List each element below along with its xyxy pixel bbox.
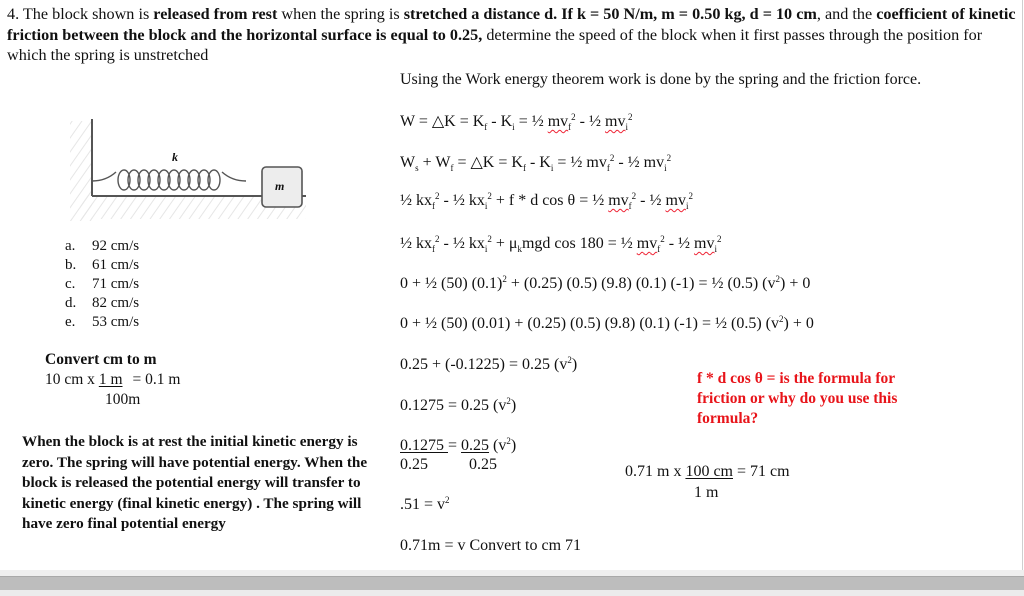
equation-7: 0.25 + (-0.1225) = 0.25 $(v^2)$	[400, 355, 578, 373]
spring-diagram-icon	[66, 115, 306, 225]
equation-11: 0.71m = v Convert to cm 71	[400, 537, 582, 554]
spring-block-figure	[66, 115, 306, 225]
conversion-denominator: 100m	[105, 391, 141, 408]
equation-3: ½ $kx_f^2$ - ½ $kx_i^2 + f * d$ cos θ = ½ $mv_f^2$ - ½ $mv_i^2$	[400, 191, 693, 211]
equation-2: $W_s + W_f$ = △K = $K_f - K_i$ = ½ $mv_f^2$ - ½ $mv_i^2$	[400, 153, 672, 173]
block-mass-label: m	[275, 179, 285, 193]
solution-intro: Using the Work energy theorem work is done by the spring and the friction force.	[400, 71, 922, 88]
answer-choices	[65, 237, 139, 332]
equation-5: 0 + ½ (50) $(0.1)^2 + (0.25)$ (0.5) (9.8) (0.1) (-1) = ½ (0.5) $(v^2) + 0$	[400, 274, 811, 292]
choice-a: a. 92 cm/s	[65, 238, 140, 254]
explanation-text: When the block is at rest the initial kinetic energy is zero. The spring will have potential energy. When the block is released the potential energy will transfer to kinetic energy (final kinetic energy) . The spring will have zero final potential energy	[22, 433, 368, 532]
reviewer-comment: f * d cos θ = is the formula for friction or why do you use this formula?	[697, 370, 898, 427]
question-text: 4. The block shown is released from rest when the spring is stretched a distance d. If k = 50 N/m, m = 0.50 kg, d = 10 cm, and the coefficient of kinetic friction between the block and the horizontal surface is equal to 0.25, determine the speed of the block when it first passes through the position for which the spring is unstretched	[7, 5, 1016, 64]
equation-4: ½ $kx_f^2$ - ½ $kx_i^2 + \mu_kmgd$ cos 180 = ½ $mv_f^2$ - ½ $mv_i^2$	[400, 234, 722, 254]
equation-6: 0 + ½ (50) (0.01) + (0.25) (0.5) (9.8) (0.1) (-1) = ½ (0.5) $(v^2) + 0$	[400, 314, 814, 332]
equation-8: 0.1275 = 0.25 $(v^2)$	[400, 396, 517, 414]
horizontal-scrollbar[interactable]	[0, 576, 1024, 591]
equation-9-denominator-right: 0.25	[469, 456, 497, 473]
equation-9-denominator-left: 0.25	[400, 456, 428, 473]
choice-c: c. 71 cm/s	[65, 276, 140, 292]
choice-b: b. 61 cm/s	[65, 257, 140, 273]
equation-1: W = △K = $K_f - K_i$ = ½ $mv_f^2$ - ½ $mv_i^2$	[400, 112, 633, 132]
choice-d: d. 82 cm/s	[65, 295, 140, 311]
spring-constant-label: k	[172, 150, 178, 164]
conversion-line: 10 cm x 1 m = 0.1 m	[45, 371, 181, 388]
conversion-title: Convert cm to m	[45, 351, 157, 368]
cm-conversion-denominator: 1 m	[694, 484, 719, 501]
equation-10: $.51 = v^2$	[400, 495, 450, 513]
choice-e: e. 53 cm/s	[65, 314, 140, 330]
bottom-strip	[0, 590, 1024, 596]
equation-9-numerator: 0.1275 = 0.25 $(v^2)$	[400, 436, 517, 454]
cm-conversion-line: 0.71 m x 100 cm = 71 cm	[625, 463, 790, 480]
